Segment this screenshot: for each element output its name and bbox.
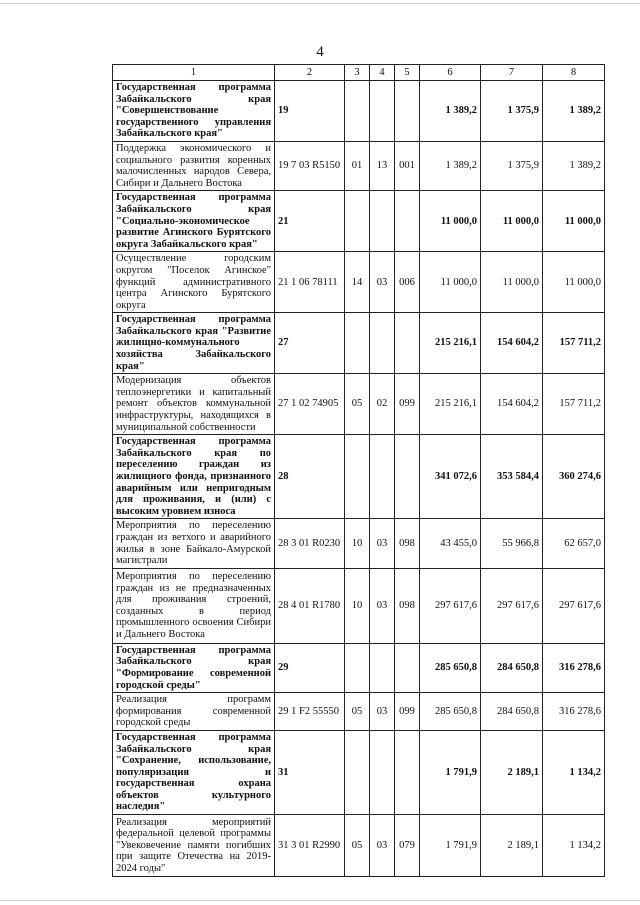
row-section [345, 730, 370, 814]
row-value-col8: 360 274,6 [543, 435, 605, 519]
row-value-col6: 215 216,1 [420, 374, 481, 435]
header-cell: 5 [395, 65, 420, 81]
row-code: 29 1 F2 55550 [275, 693, 345, 731]
row-expense-type: 099 [395, 374, 420, 435]
row-expense-type [395, 81, 420, 142]
row-value-col7: 11 000,0 [481, 191, 543, 252]
row-value-col8: 1 134,2 [543, 730, 605, 814]
row-name: Реализация мероприятий федеральной целевой программы "Увековечение памяти погибших при защите Отечества на 2019-2024 годы" [113, 815, 275, 877]
table-row [113, 815, 605, 877]
row-name: Государственная программа Забайкальского края "Развитие жилищно-коммунального хозяйства Забайкальского края" [113, 313, 275, 374]
row-value-col8: 316 278,6 [543, 643, 605, 692]
row-name: Поддержка экономического и социального развития коренных малочисленных народов Севера, Сибири и Дальнего Востока [113, 141, 275, 190]
row-value-col6: 215 216,1 [420, 313, 481, 374]
row-section [345, 435, 370, 519]
row-section [345, 643, 370, 692]
row-value-col6: 285 650,8 [420, 693, 481, 731]
row-name: Государственная программа Забайкальского края "Совершенствование государственного управления Забайкальского края" [113, 81, 275, 142]
row-code: 21 1 06 78111 [275, 252, 345, 313]
row-subsection [370, 81, 395, 142]
row-value-col6: 285 650,8 [420, 643, 481, 692]
row-value-col8: 157 711,2 [543, 374, 605, 435]
row-value-col8: 157 711,2 [543, 313, 605, 374]
row-value-col6: 11 000,0 [420, 191, 481, 252]
row-section: 05 [345, 815, 370, 877]
row-value-col6: 1 389,2 [420, 81, 481, 142]
row-value-col8: 1 134,2 [543, 815, 605, 877]
row-value-col7: 284 650,8 [481, 693, 543, 731]
row-value-col6: 1 791,9 [420, 815, 481, 877]
table-row [113, 252, 605, 313]
row-value-col6: 11 000,0 [420, 252, 481, 313]
row-value-col7: 353 584,4 [481, 435, 543, 519]
row-expense-type: 001 [395, 141, 420, 190]
row-value-col7: 1 375,9 [481, 141, 543, 190]
row-value-col8: 62 657,0 [543, 519, 605, 568]
row-value-col6: 43 455,0 [420, 519, 481, 568]
table-row [113, 435, 605, 519]
row-value-col8: 11 000,0 [543, 252, 605, 313]
scan-bottom-edge [0, 900, 640, 901]
row-name: Мероприятия по переселению граждан из не предназначенных для проживания строений, созданных в период промышленного освоения Сибири и Дальнего Востока [113, 568, 275, 643]
row-subsection: 03 [370, 568, 395, 643]
row-subsection: 03 [370, 693, 395, 731]
row-name: Осуществление городским округом "Поселок Агинское" функций административного центра Агинского Бурятского округа [113, 252, 275, 313]
header-cell: 4 [370, 65, 395, 81]
row-subsection: 13 [370, 141, 395, 190]
row-subsection: 03 [370, 519, 395, 568]
row-code: 31 3 01 R2990 [275, 815, 345, 877]
table-row [113, 141, 605, 190]
row-expense-type [395, 435, 420, 519]
row-code: 27 [275, 313, 345, 374]
row-section: 10 [345, 568, 370, 643]
table-row [113, 693, 605, 731]
table-row [113, 730, 605, 814]
table-row [113, 81, 605, 142]
row-expense-type [395, 191, 420, 252]
row-subsection: 03 [370, 252, 395, 313]
row-section: 10 [345, 519, 370, 568]
page-number: 4 [316, 44, 324, 60]
header-cell: 1 [113, 65, 275, 81]
header-cell: 2 [275, 65, 345, 81]
row-name: Государственная программа Забайкальского края по переселению граждан из жилищного фонда, признанного аварийным или непригодным для проживания, и (или) с высоким уровнем износа [113, 435, 275, 519]
row-name: Государственная программа Забайкальского края "Социально-экономическое развитие Агинского Бурятского округа Забайкальского края" [113, 191, 275, 252]
row-section [345, 313, 370, 374]
table-row [113, 191, 605, 252]
row-subsection [370, 643, 395, 692]
row-value-col8: 11 000,0 [543, 191, 605, 252]
row-value-col7: 2 189,1 [481, 730, 543, 814]
row-code: 28 4 01 R1780 [275, 568, 345, 643]
row-subsection: 03 [370, 815, 395, 877]
row-section [345, 191, 370, 252]
row-section: 05 [345, 374, 370, 435]
row-section: 14 [345, 252, 370, 313]
row-value-col8: 316 278,6 [543, 693, 605, 731]
row-expense-type: 098 [395, 519, 420, 568]
row-value-col6: 1 791,9 [420, 730, 481, 814]
table-row [113, 519, 605, 568]
row-value-col7: 154 604,2 [481, 313, 543, 374]
row-value-col6: 1 389,2 [420, 141, 481, 190]
row-value-col6: 341 072,6 [420, 435, 481, 519]
scan-top-edge [0, 3, 640, 4]
header-cell: 8 [543, 65, 605, 81]
row-name: Модернизация объектов теплоэнергетики и капитальный ремонт объектов коммунальной инфраструктуры, находящихся в муниципальной собственности [113, 374, 275, 435]
row-value-col7: 297 617,6 [481, 568, 543, 643]
row-value-col8: 297 617,6 [543, 568, 605, 643]
table-row [113, 568, 605, 643]
table-row [113, 374, 605, 435]
row-code: 29 [275, 643, 345, 692]
header-cell: 3 [345, 65, 370, 81]
row-expense-type: 098 [395, 568, 420, 643]
row-code: 28 3 01 R0230 [275, 519, 345, 568]
row-value-col7: 284 650,8 [481, 643, 543, 692]
table-row [113, 313, 605, 374]
table-header-row [113, 65, 605, 81]
row-value-col7: 2 189,1 [481, 815, 543, 877]
header-cell: 7 [481, 65, 543, 81]
row-value-col6: 297 617,6 [420, 568, 481, 643]
row-value-col7: 11 000,0 [481, 252, 543, 313]
table-row [113, 643, 605, 692]
row-subsection: 02 [370, 374, 395, 435]
header-cell: 6 [420, 65, 481, 81]
row-code: 19 [275, 81, 345, 142]
row-expense-type: 079 [395, 815, 420, 877]
row-name: Государственная программа Забайкальского края "Сохранение, использование, популяризация и государственная охрана объектов культурного наследия" [113, 730, 275, 814]
row-name: Мероприятия по переселению граждан из ветхого и аварийного жилья в зоне Байкало-Амурской магистрали [113, 519, 275, 568]
row-value-col8: 1 389,2 [543, 81, 605, 142]
row-expense-type [395, 313, 420, 374]
row-value-col7: 1 375,9 [481, 81, 543, 142]
row-value-col7: 154 604,2 [481, 374, 543, 435]
row-name: Государственная программа Забайкальского края "Формирование современной городской среды" [113, 643, 275, 692]
row-section: 05 [345, 693, 370, 731]
budget-table [112, 64, 605, 877]
row-expense-type [395, 643, 420, 692]
row-expense-type: 006 [395, 252, 420, 313]
row-subsection [370, 435, 395, 519]
row-code: 28 [275, 435, 345, 519]
row-code: 27 1 02 74905 [275, 374, 345, 435]
row-subsection [370, 191, 395, 252]
row-value-col8: 1 389,2 [543, 141, 605, 190]
row-code: 31 [275, 730, 345, 814]
row-expense-type: 099 [395, 693, 420, 731]
row-section: 01 [345, 141, 370, 190]
row-code: 19 7 03 R5150 [275, 141, 345, 190]
row-value-col7: 55 966,8 [481, 519, 543, 568]
row-section [345, 81, 370, 142]
row-name: Реализация программ формирования современной городской среды [113, 693, 275, 731]
row-expense-type [395, 730, 420, 814]
row-subsection [370, 313, 395, 374]
row-code: 21 [275, 191, 345, 252]
row-subsection [370, 730, 395, 814]
